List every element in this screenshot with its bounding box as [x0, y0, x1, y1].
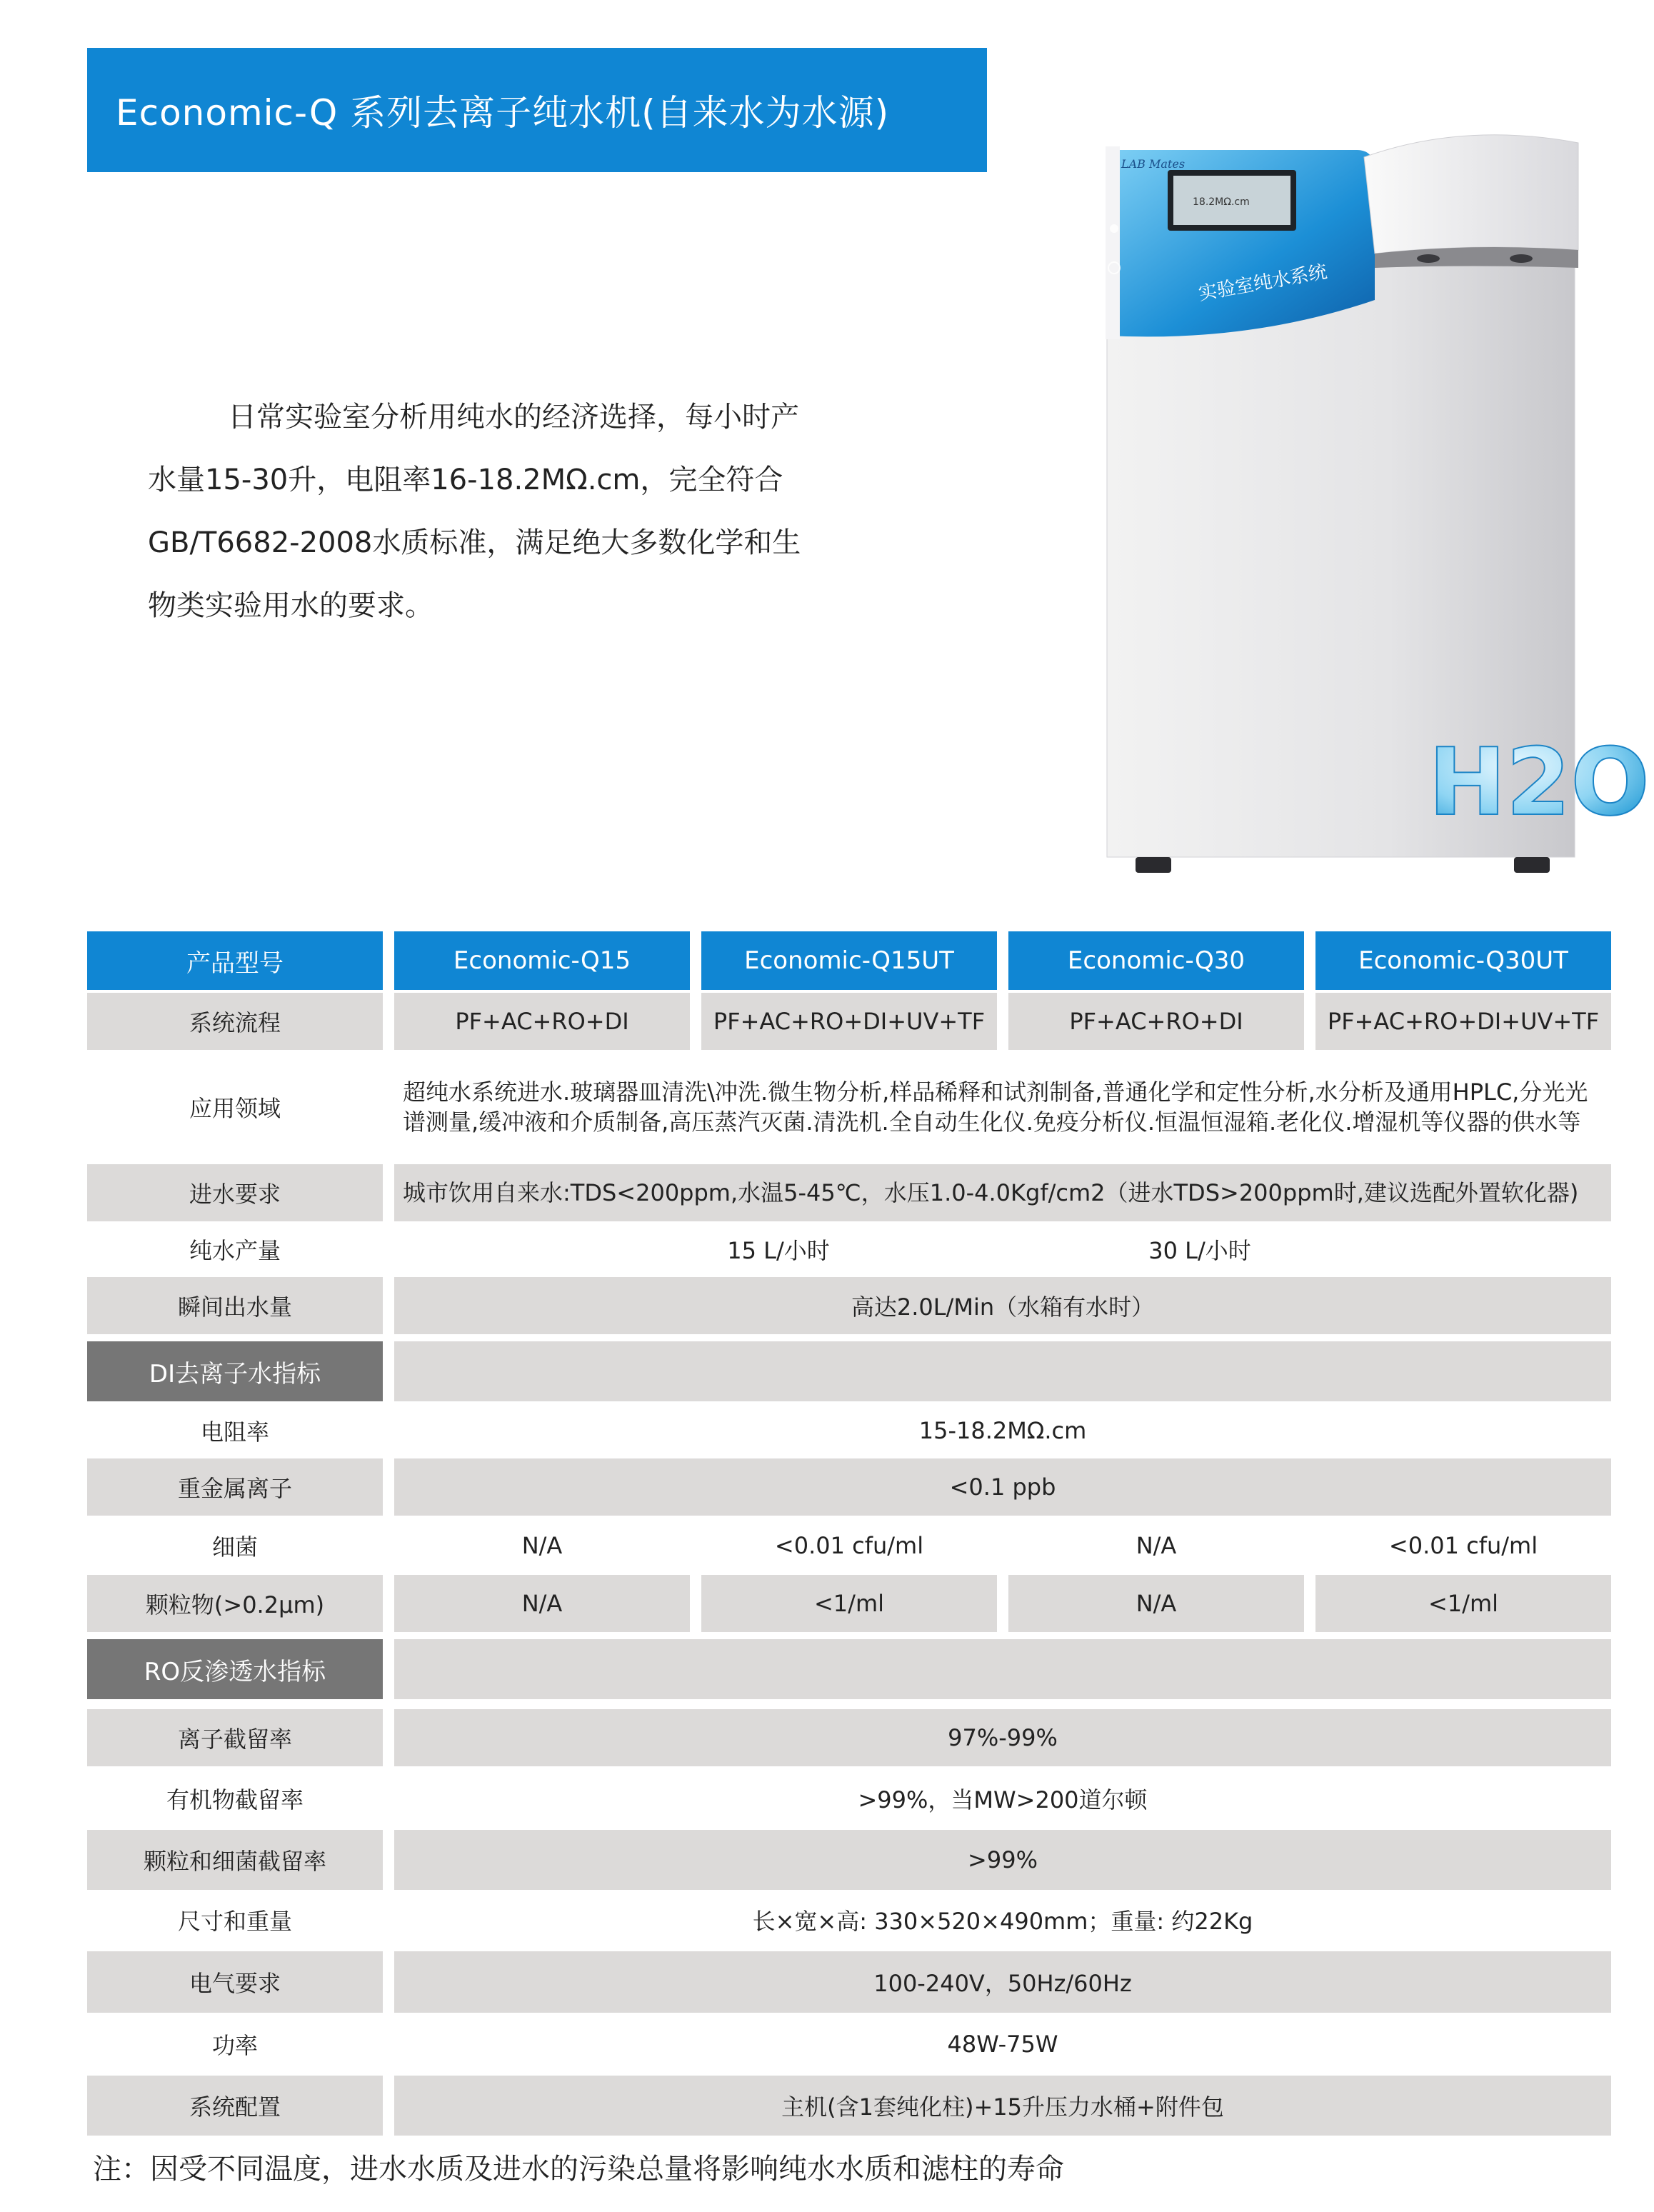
- model-q15: Economic-Q15: [394, 931, 690, 990]
- panel-label: 实验室纯水系统: [1197, 261, 1329, 305]
- di-section-bar: [394, 1341, 1611, 1401]
- ro-section-bar: [394, 1639, 1611, 1699]
- metal-label: 重金属离子: [87, 1458, 383, 1516]
- resistivity-label: 电阻率: [200, 1418, 269, 1446]
- ion-value: 97%-99%: [394, 1709, 1611, 1766]
- flow-value: 高达2.0L/Min（水箱有水时）: [394, 1277, 1611, 1334]
- watt-value: 48W-75W: [947, 2031, 1058, 2058]
- config-value: 主机(含1套纯化柱)+15升压力水桶+附件包: [394, 2076, 1611, 2136]
- process-q30: PF+AC+RO+DI: [1008, 993, 1304, 1050]
- pb-label: 颗粒和细菌截留率: [87, 1830, 383, 1890]
- inlet-value: 城市饮用自来水:TDS<200ppm,水温5-45℃，水压1.0-4.0Kgf/cm2（进水TDS>200ppm时,建议选配外置软化器): [394, 1164, 1611, 1221]
- metal-value: <0.1 ppb: [394, 1458, 1611, 1516]
- process-q30ut: PF+AC+RO+DI+UV+TF: [1315, 993, 1611, 1050]
- bacteria-q30: N/A: [1136, 1532, 1177, 1559]
- process-label: 系统流程: [87, 993, 383, 1050]
- size-label: 尺寸和重量: [177, 1908, 292, 1935]
- model-q30: Economic-Q30: [1008, 931, 1304, 990]
- resistivity-value: 15-18.2MΩ.cm: [918, 1417, 1087, 1444]
- particle-q15: N/A: [394, 1575, 690, 1632]
- page-title: Economic-Q 系列去离子纯水机(自来水为水源): [116, 92, 890, 134]
- application-value: 超纯水系统进水.玻璃器皿清洗\冲洗.微生物分析,样品稀释和试剂制备,普通化学和定性分析,水分析及通用HPLC,分光光谱测量,缓冲液和介质制备,高压蒸汽灭菌.清洗机.全自动生化仪.免疫分析仪.恒温恒湿箱.老化仪.增湿机等仪器的供水等: [403, 1079, 1588, 1136]
- intro-text: 日常实验室分析用纯水的经济选择，每小时产水量15-30升，电阻率16-18.2MΩ.cm，完全符合GB/T6682-2008水质标准，满足绝大多数化学和生物类实验用水的要求。: [148, 401, 801, 622]
- process-q15ut: PF+AC+RO+DI+UV+TF: [701, 993, 997, 1050]
- size-value: 长×宽×高: 330×520×490mm；重量: 约22Kg: [752, 1908, 1253, 1935]
- water-purifier-illustration: [1093, 129, 1650, 886]
- brand-logo: LAB Mates: [1121, 157, 1186, 171]
- process-q15: PF+AC+RO+DI: [394, 993, 690, 1050]
- ion-label: 离子截留率: [87, 1709, 383, 1766]
- ro-section-label: RO反渗透水指标: [87, 1639, 383, 1699]
- page-title-banner: [87, 48, 987, 172]
- inlet-label: 进水要求: [87, 1164, 383, 1221]
- bacteria-q30ut: <0.01 cfu/ml: [1388, 1532, 1538, 1559]
- output-q15: 15 L/小时: [727, 1237, 830, 1264]
- header-label: 产品型号: [87, 931, 383, 990]
- config-label: 系统配置: [87, 2076, 383, 2136]
- model-q15ut: Economic-Q15UT: [701, 931, 997, 990]
- intro-paragraph: [148, 386, 805, 637]
- model-q30ut: Economic-Q30UT: [1315, 931, 1611, 990]
- bacteria-label: 细菌: [211, 1533, 258, 1561]
- particle-label: 颗粒物(>0.2μm): [87, 1575, 383, 1632]
- power-label: 电气要求: [87, 1951, 383, 2013]
- particle-q30: N/A: [1008, 1575, 1304, 1632]
- h2o-logo: H2O: [1428, 728, 1650, 836]
- product-image: [1093, 129, 1650, 886]
- organic-label: 有机物截留率: [166, 1786, 304, 1813]
- flow-label: 瞬间出水量: [87, 1277, 383, 1334]
- bacteria-q15ut: <0.01 cfu/ml: [774, 1532, 924, 1559]
- application-label: 应用领域: [189, 1095, 281, 1122]
- power-value: 100-240V，50Hz/60Hz: [394, 1951, 1611, 2013]
- output-label: 纯水产量: [189, 1237, 281, 1264]
- particle-q15ut: <1/ml: [701, 1575, 997, 1632]
- organic-value: >99%，当MW>200道尔顿: [858, 1786, 1148, 1813]
- watt-label: 功率: [211, 2032, 258, 2059]
- pb-value: >99%: [394, 1830, 1611, 1890]
- di-section-label: DI去离子水指标: [87, 1341, 383, 1401]
- footnote: 注：因受不同温度，进水水质及进水的污染总量将影响纯水水质和滤柱的寿命: [93, 2153, 1064, 2186]
- display-readout: 18.2MΩ.cm: [1193, 196, 1250, 208]
- particle-q30ut: <1/ml: [1315, 1575, 1611, 1632]
- output-q30: 30 L/小时: [1148, 1237, 1251, 1264]
- bacteria-q15: N/A: [521, 1532, 563, 1559]
